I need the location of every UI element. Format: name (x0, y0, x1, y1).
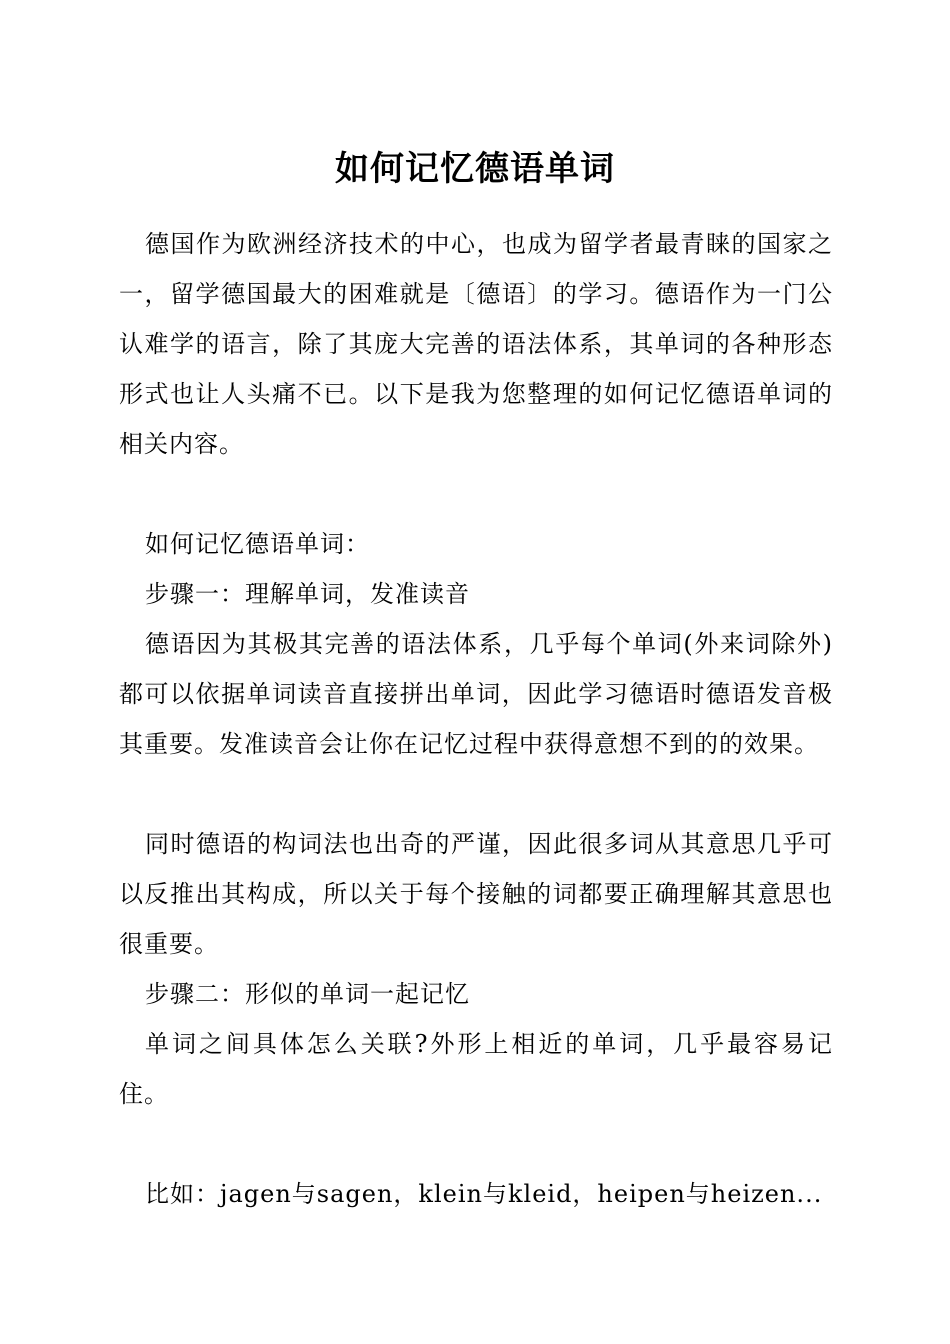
document-title: 如何记忆德语单词 (335, 149, 615, 189)
paragraph-spacer (119, 469, 833, 519)
intro-paragraph: 德国作为欧洲经济技术的中心，也成为留学者最青睐的国家之一，留学德国最大的困难就是〔德语〕的学习。德语作为一门公认难学的语言，除了其庞大完善的语法体系，其单词的各种形态形式也让人头痛不已。以下是我为您整理的如何记忆德语单词的相关内容。 (119, 230, 833, 458)
step-two-paragraph: 单词之间具体怎么关联?外形上相近的单词，几乎最容易记住。 (119, 1030, 833, 1108)
word-formation-paragraph: 同时德语的构词法也出奇的严谨，因此很多词从其意思几乎可以反推出其构成，所以关于每个接触的词都要正确理解其意思也很重要。 (119, 830, 833, 958)
paragraph-spacer (119, 769, 833, 819)
step-one-heading: 步骤一：理解单词，发准读音 (145, 580, 470, 608)
section-heading: 如何记忆德语单词： (145, 530, 370, 558)
step-two-heading: 步骤二：形似的单词一起记忆 (145, 980, 470, 1008)
step-one-paragraph: 德语因为其极其完善的语法体系，几乎每个单词(外来词除外)都可以依据单词读音直接拼出单词，因此学习德语时德语发音极其重要。发准读音会让你在记忆过程中获得意想不到的的效果。 (119, 630, 833, 758)
document-body (119, 219, 833, 1219)
example-paragraph: 比如：jagen与sagen，klein与kleid，heipen与heizen... (145, 1180, 823, 1208)
paragraph-spacer (119, 1119, 833, 1169)
